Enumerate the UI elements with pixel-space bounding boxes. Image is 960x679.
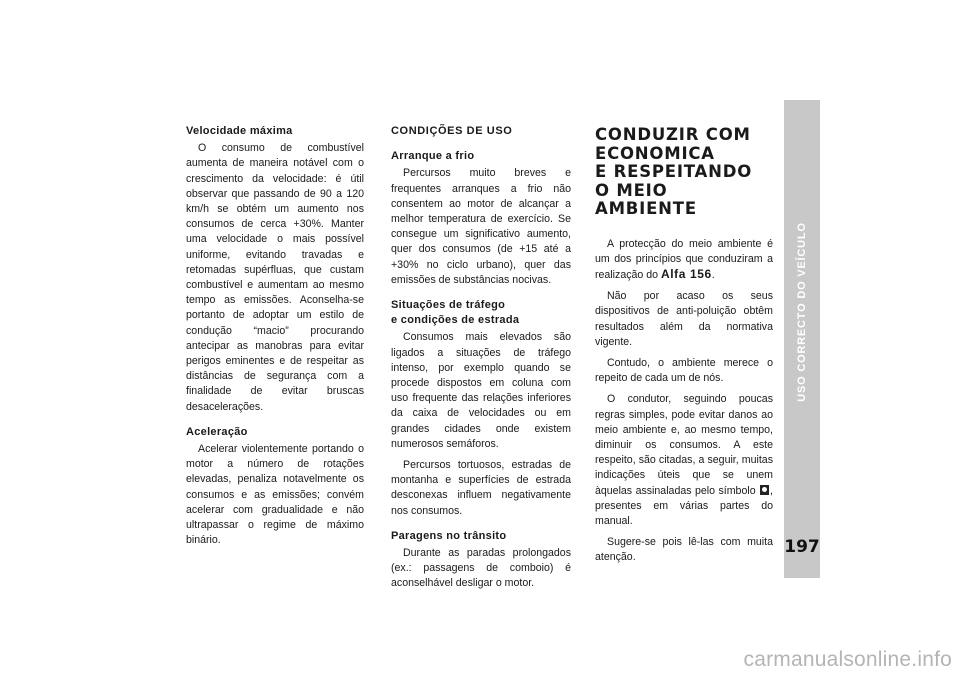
paragraph-aceleracao: Acelerar violentemente portando o motor a número de rotações elevadas, penaliza notavelmente os consumos e as emissões; convém acelerar com gradualidade e não ultrapassar o regime de máximo binário. — [186, 443, 364, 547]
heading-situacoes-line1: Situações de tráfego — [391, 299, 506, 312]
paragraph-protecao: A protecção do meio ambiente é um dos princípios que conduziram a realização do Alfa 156. — [595, 237, 773, 281]
brand-name: Alfa 156 — [660, 266, 712, 281]
heading-paragens: Paragens no trânsito — [391, 529, 507, 542]
paragraph-arranque: Percursos muito breves e frequentes arranques a frio não consentem ao motor de alcançar a melhor temperatura de exercício. Se consegue um significativo aumento, quer dos consumos (de +15 até a +30% no ciclo urbano), quer das emissões de substâncias nocivas. — [391, 167, 571, 286]
paragraph-velocidade: O consumo de combustível aumenta de maneira notável com o crescimento da velocidade: é útil observar que passando de 90 a 120 km/h se obtém um aumento nos consumos de cerca +30%. Manter uma velocidade o mais possível uniforme, evitando travadas e retomadas supérfluas, que custam combustível e aumentam ao mesmo tempo as emissões. Aconselha-se portanto de adoptar um estilo de condução “macio” procurando antecipar as manobras para evitar perigos eminentes e de respeitar as distâncias de segurança com a finalidade de evitar bruscas desacelerações. — [186, 142, 364, 413]
paragraph-dispositivos: Não por acaso os seus dispositivos de anti-poluição obtêm resultados além da normativa vigente. — [595, 290, 773, 348]
section-title-line3: E RESPEITANDO — [595, 162, 753, 181]
heading-velocidade-maxima: Velocidade máxima — [186, 125, 293, 137]
heading-situacoes-line2: e condições de estrada — [391, 314, 520, 327]
paragraph-contudo: Contudo, o ambiente merece o repeito de cada um de nós. — [595, 356, 773, 385]
paragraph-condutor: O condutor, seguindo poucas regras simples, pode evitar danos ao meio ambiente e, ao mesmo tempo, diminuir os consumos. A este respeito, são citadas, a seguir, muitas indicações úteis que se unem àquelas assinaladas pelo símbolo , presentes em várias partes do manual. — [595, 393, 773, 527]
heading-aceleracao: Aceleração — [186, 425, 248, 438]
heading-condicoes-de-uso: CONDIÇÕES DE USO — [391, 125, 513, 137]
environment-symbol-icon — [760, 485, 769, 495]
column-right — [595, 124, 773, 566]
section-title-line4: O MEIO AMBIENTE — [595, 180, 697, 218]
column-middle — [391, 124, 571, 592]
section-title-line2: ECONOMICA — [595, 143, 715, 163]
paragraph-sugere: Sugere-se pois lê-las com muita atenção. — [595, 536, 773, 564]
column-left — [186, 124, 364, 548]
paragraph-situacoes-1: Consumos mais elevados são ligados a situações de tráfego intenso, por exemplo quando se procede dispostos em coluna com uso frequente das relações inferiores da caixa de velocidades ou em grandes cidades onde existem numerosos semáforos. — [391, 331, 571, 450]
section-sidebar — [784, 100, 820, 578]
paragraph-paragens: Durante as paradas prolongados (ex.: passagens de comboio) é aconselhável desligar o motor. — [391, 547, 571, 590]
page-number: 197 — [784, 537, 820, 557]
heading-arranque-a-frio: Arranque a frio — [391, 150, 475, 163]
sidebar-section-title: USO CORRECTO DO VEÍCULO — [796, 222, 808, 402]
paragraph-situacoes-2: Percursos tortuosos, estradas de montanha e superfícies de estrada desconexas influem negativamente nos consumos. — [391, 459, 571, 517]
section-title-line1: CONDUZIR COM — [595, 125, 751, 144]
watermark: carmanualsonline.info — [743, 648, 952, 671]
section-title — [595, 124, 773, 219]
